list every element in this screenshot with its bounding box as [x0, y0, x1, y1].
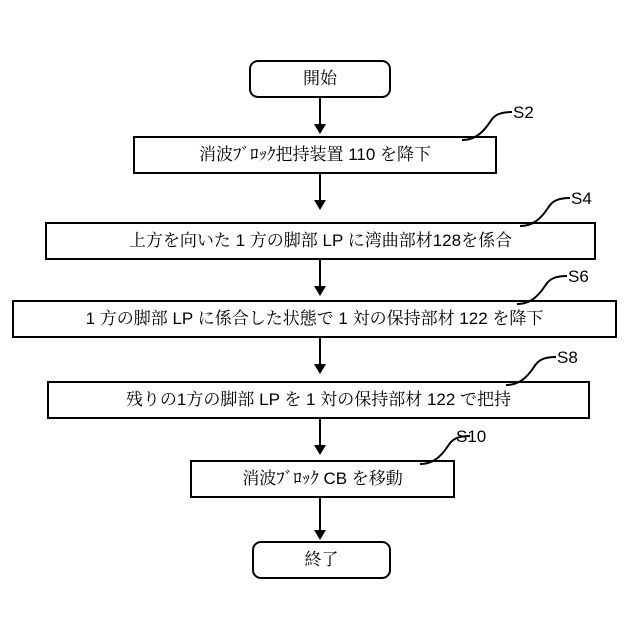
leader-line-s4: [518, 194, 578, 228]
arrowhead-s4-to-s6: [314, 286, 326, 296]
flowchart-node-s2: [133, 136, 497, 174]
flowchart-node-s4-label: 上方を向いた 1 方の脚部 LP に湾曲部材128を係合: [128, 230, 513, 250]
arrowhead-s6-to-s8: [314, 364, 326, 374]
step-label-s4: S4: [571, 189, 592, 208]
flowchart-node-s4: [45, 222, 596, 260]
flowchart-node-s6-label: 1 方の脚部 LP に係合した状態で 1 対の保持部材 122 を降下: [85, 308, 544, 328]
leader-line-s2: [460, 108, 520, 142]
leader-line-s8: [504, 353, 564, 387]
connector-s4-to-s6: [319, 260, 321, 288]
connector-s6-to-s8: [319, 338, 321, 366]
step-label-s8: S8: [557, 348, 578, 367]
connector-s2-to-s4: [319, 174, 321, 202]
step-label-s6: S6: [568, 267, 589, 286]
connector-s10-to-end: [319, 498, 321, 532]
flowchart-node-start-label: 開始: [303, 68, 337, 88]
flowchart-node-start: [249, 60, 391, 98]
flowchart-node-s2-label: 消波ﾌﾞﾛｯｸ把持装置 110 を降下: [198, 144, 432, 164]
flowchart-node-end-label: 終了: [304, 549, 339, 569]
flowchart-node-end: [252, 541, 391, 579]
arrowhead-s10-to-end: [314, 530, 326, 540]
arrowhead-s8-to-s10: [314, 445, 326, 455]
arrowhead-s2-to-s4: [314, 200, 326, 210]
flowchart-node-s8-label: 残りの1方の脚部 LP を 1 対の保持部材 122 で把持: [125, 389, 512, 409]
step-label-s10: S10: [456, 427, 487, 446]
leader-line-s6: [515, 272, 575, 306]
flowchart-node-s10: [190, 460, 455, 498]
connector-start-to-s2: [319, 98, 321, 126]
flowchart-node-s10-label: 消波ﾌﾞﾛｯｸ CB を移動: [242, 468, 403, 488]
arrowhead-start-to-s2: [314, 124, 326, 134]
connector-s8-to-s10: [319, 419, 321, 447]
step-label-s2: S2: [513, 103, 534, 122]
